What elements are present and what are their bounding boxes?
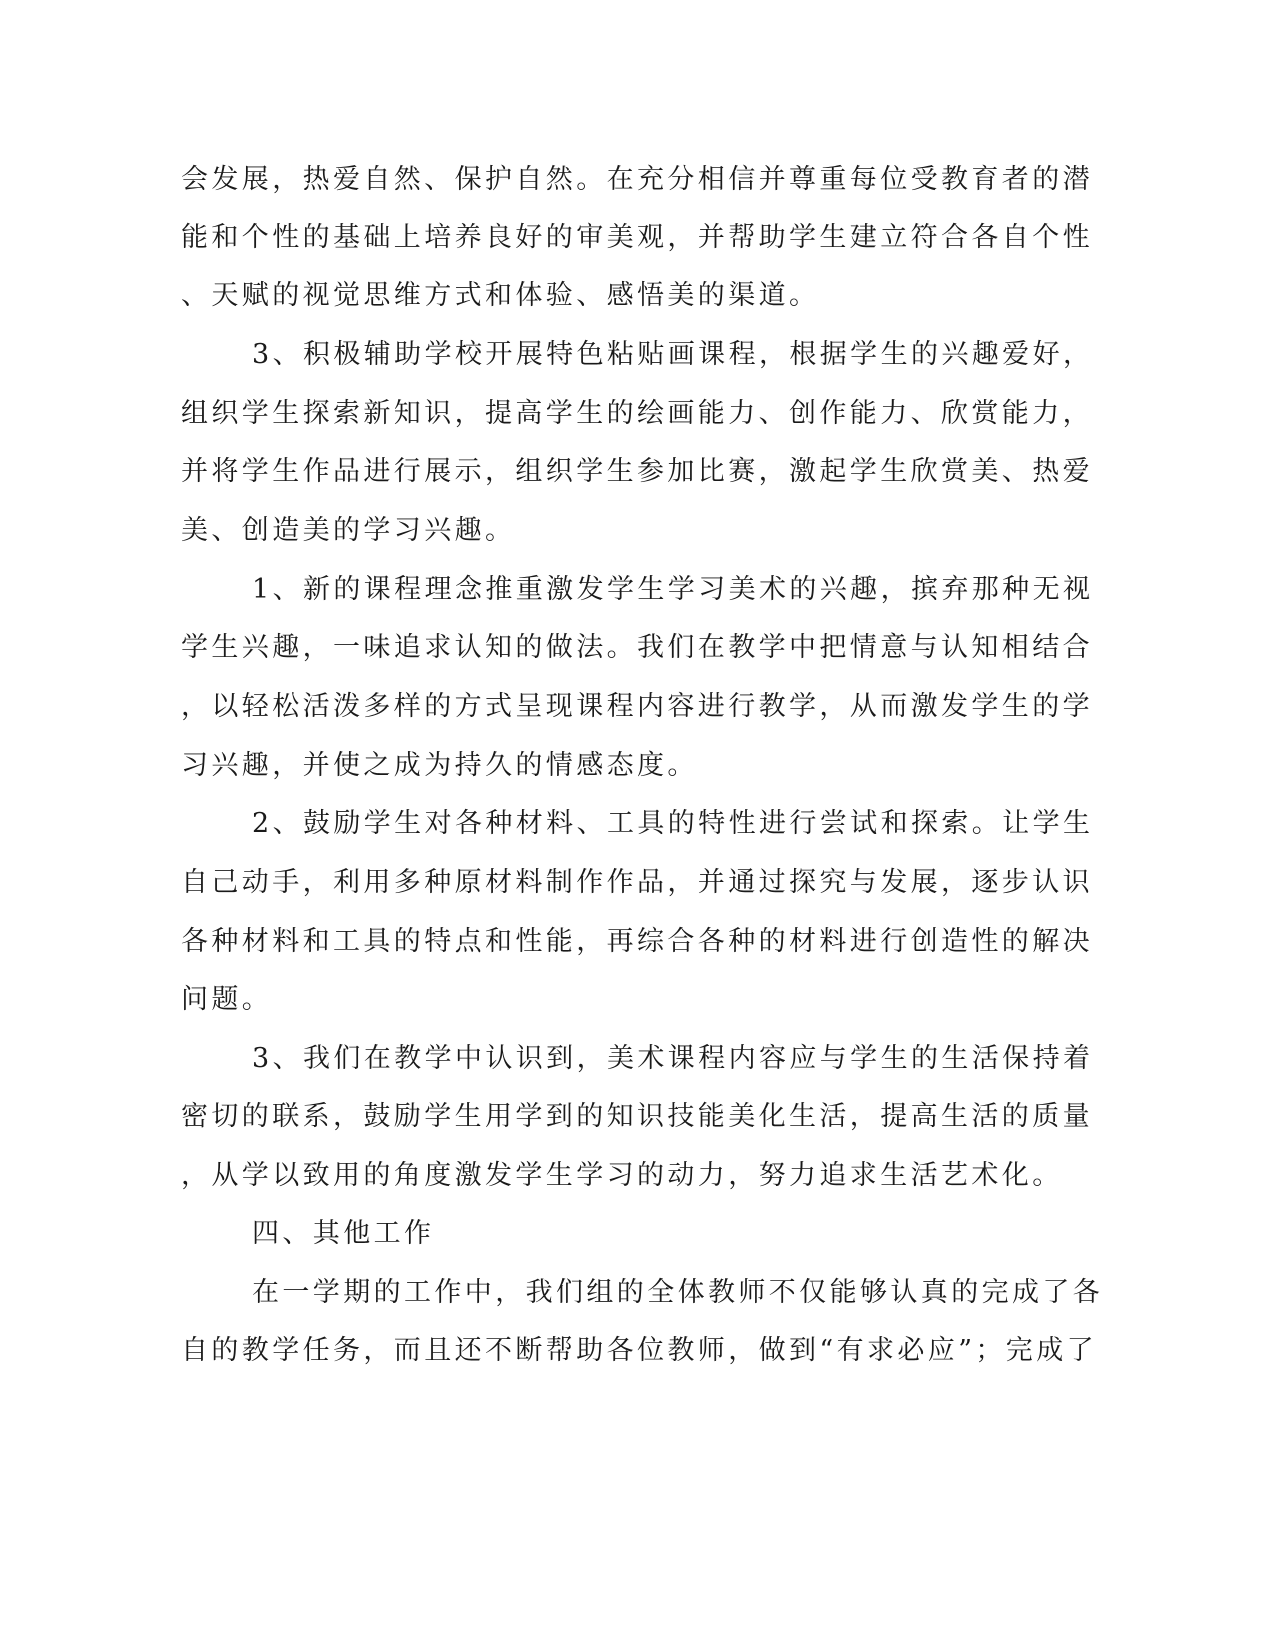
- text-line: 各种材料和工具的特点和性能，再综合各种的材料进行创造性的解决: [181, 926, 1093, 957]
- text-line: 问题。: [181, 984, 273, 1015]
- text-line: 密切的联系，鼓励学生用学到的知识技能美化生活，提高生活的质量: [181, 1101, 1093, 1132]
- text-line: 并将学生作品进行展示，组织学生参加比赛，激起学生欣赏美、热爱: [181, 456, 1093, 487]
- paragraph-start-line: 在一学期的工作中，我们组的全体教师不仅能够认真的完成了各: [252, 1277, 1104, 1308]
- text-line: 能和个性的基础上培养良好的审美观，并帮助学生建立符合各自个性: [181, 222, 1093, 253]
- text-line: 自的教学任务，而且还不断帮助各位教师，做到“有求必应”；完成了: [181, 1335, 1098, 1366]
- paragraph-start-line: 3、我们在教学中认识到，美术课程内容应与学生的生活保持着: [252, 1043, 1094, 1074]
- paragraph-start-line: 3、积极辅助学校开展特色粘贴画课程，根据学生的兴趣爱好，: [252, 339, 1094, 370]
- text-line: 美、创造美的学习兴趣。: [181, 515, 516, 546]
- text-line: 组织学生探索新知识，提高学生的绘画能力、创作能力、欣赏能力，: [181, 398, 1093, 429]
- text-line: 自己动手，利用多种原材料制作作品，并通过探究与发展，逐步认识: [181, 867, 1093, 898]
- section-heading: 四、其他工作: [252, 1218, 435, 1249]
- paragraph-start-line: 1、新的课程理念推重激发学生学习美术的兴趣，摈弃那种无视: [252, 574, 1094, 605]
- text-line: 会发展，热爱自然、保护自然。在充分相信并尊重每位受教育者的潜: [181, 164, 1093, 195]
- text-line: 习兴趣，并使之成为持久的情感态度。: [181, 750, 698, 781]
- text-line: 学生兴趣，一味追求认知的做法。我们在教学中把情意与认知相结合: [181, 632, 1093, 663]
- text-line: ，从学以致用的角度激发学生学习的动力，努力追求生活艺术化。: [181, 1160, 1063, 1191]
- paragraph-start-line: 2、鼓励学生对各种材料、工具的特性进行尝试和探索。让学生: [252, 808, 1094, 839]
- text-line: 、天赋的视觉思维方式和体验、感悟美的渠道。: [181, 280, 820, 311]
- text-line: ，以轻松活泼多样的方式呈现课程内容进行教学，从而激发学生的学: [181, 691, 1093, 722]
